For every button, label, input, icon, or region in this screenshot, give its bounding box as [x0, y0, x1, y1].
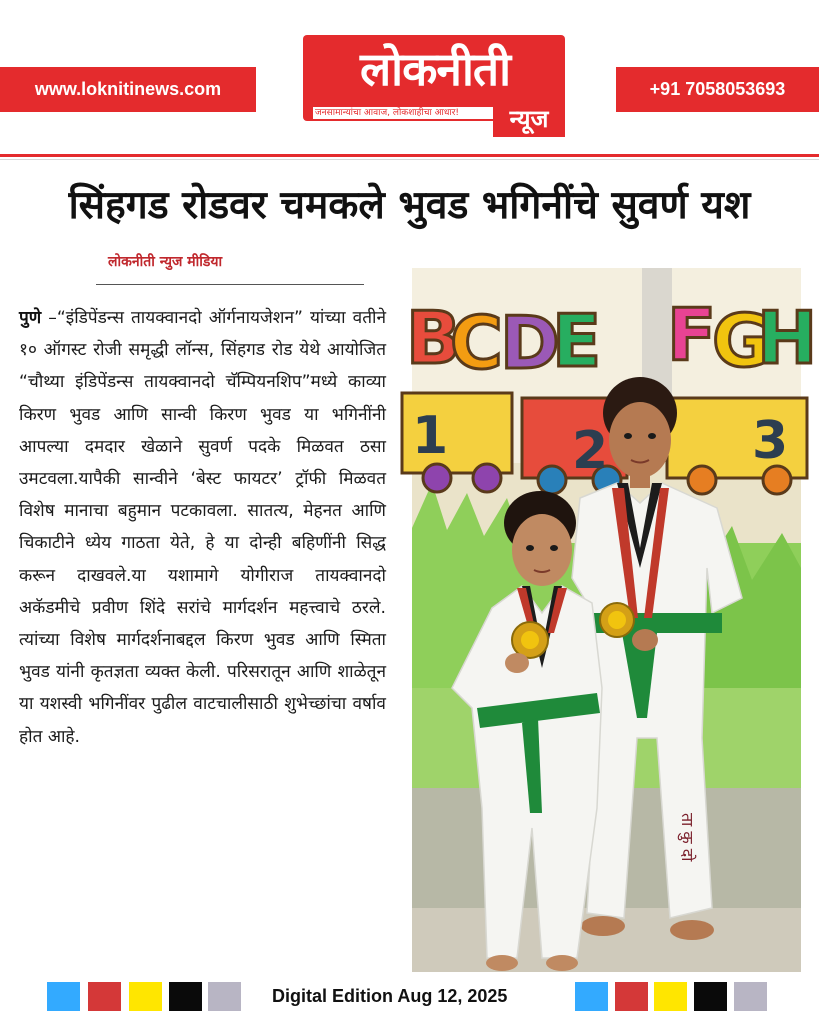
- swatch-yellow-right: [654, 982, 687, 1011]
- header-divider-thin: [0, 159, 819, 160]
- swatch-blue-right: [575, 982, 608, 1011]
- wall-letter-f: F: [667, 293, 717, 377]
- swatch-red-left: [88, 982, 121, 1011]
- byline-divider: [96, 284, 364, 285]
- swatch-black-right: [694, 982, 727, 1011]
- logo-tagline: जनसामान्यांचा आवाज, लोकशाहीचा आधार!: [315, 108, 460, 118]
- wall-letter-b: B: [406, 296, 461, 380]
- wall-letter-g: G: [712, 299, 772, 383]
- article-text: –“इंडिपेंडन्स तायक्वानदो ऑर्गनायजेशन” यांच्या वतीने १० ऑगस्ट रोजी समृद्धी लॉन्स, सिंहगड रोड येथे आयोजित “चौथ्या इंडिपेंडन्स तायक्वानदो चॅम्पियनशिप”मध्ये काव्या किरण भुवड आणि सान्वी किरण भुवड या भगिनींनी आपल्या दमदार खेळाने सुवर्ण पदके मिळवत ठसा उमटवला.यापैकी सान्वीने ‘बेस्ट फायटर’ ट्रॉफी मिळवत विशेष मानाचा बहुमान पटकावला. सातत्य, मेहनत आणि चिकाटीने ध्येय गाठता येते, हे या दोन्ही बहिणींनी सिद्ध करून दाखवले.या यशामागे योगीराज तायक्वानदो अकॅडमीचे प्रवीण शिंदे सरांचे मार्गदर्शन महत्त्वाचे ठरले. त्यांच्या विशेष मार्गदर्शनाबद्दल किरण भुवड आणि स्मिता भुवड यांनी कृतज्ञता व्यक्त केली. परिसरातून आणि शाळेतून या यशस्वी भगिनींवर पुढील वाटचालीसाठी शुभेच्छांचा वर्षाव होत आहे.: [19, 308, 386, 747]
- wall-letter-h: H: [757, 296, 818, 380]
- logo-name: लोकनीती: [359, 42, 510, 96]
- phone-banner[interactable]: [616, 67, 819, 112]
- logo-news-word: न्यूज: [493, 101, 565, 137]
- dateline: पुणे: [19, 308, 42, 328]
- wall-letter-e: E: [552, 299, 602, 383]
- wall-letter-d: D: [500, 301, 560, 385]
- swatch-grey-right: [734, 982, 767, 1011]
- swatch-black-left: [169, 982, 202, 1011]
- website-url[interactable]: www.loknitinews.com: [34, 79, 222, 99]
- uniform-mark: ता कु दो: [678, 813, 697, 862]
- logo: [303, 35, 567, 137]
- swatch-yellow-left: [129, 982, 162, 1011]
- phone-number[interactable]: +91 7058053693: [649, 79, 786, 99]
- wall-number-3: 3: [752, 411, 789, 471]
- photo-illustration: [406, 268, 818, 972]
- wall-number-2: 2: [572, 421, 609, 481]
- website-banner[interactable]: [0, 67, 256, 112]
- wall-letter-c: C: [450, 301, 503, 385]
- swatch-red-right: [615, 982, 648, 1011]
- swatch-blue-left: [47, 982, 80, 1011]
- byline: लोकनीती न्युज मीडिया: [108, 254, 223, 270]
- article-body: [19, 302, 386, 753]
- wall-number-1: 1: [412, 406, 449, 466]
- edition-label: Digital Edition Aug 12, 2025: [272, 986, 508, 1006]
- header-divider: [0, 154, 819, 157]
- headline: सिंहगड रोडवर चमकले भुवड भगिनींचे सुवर्ण यश: [68, 183, 751, 228]
- article-photo: [406, 268, 818, 972]
- swatch-grey-left: [208, 982, 241, 1011]
